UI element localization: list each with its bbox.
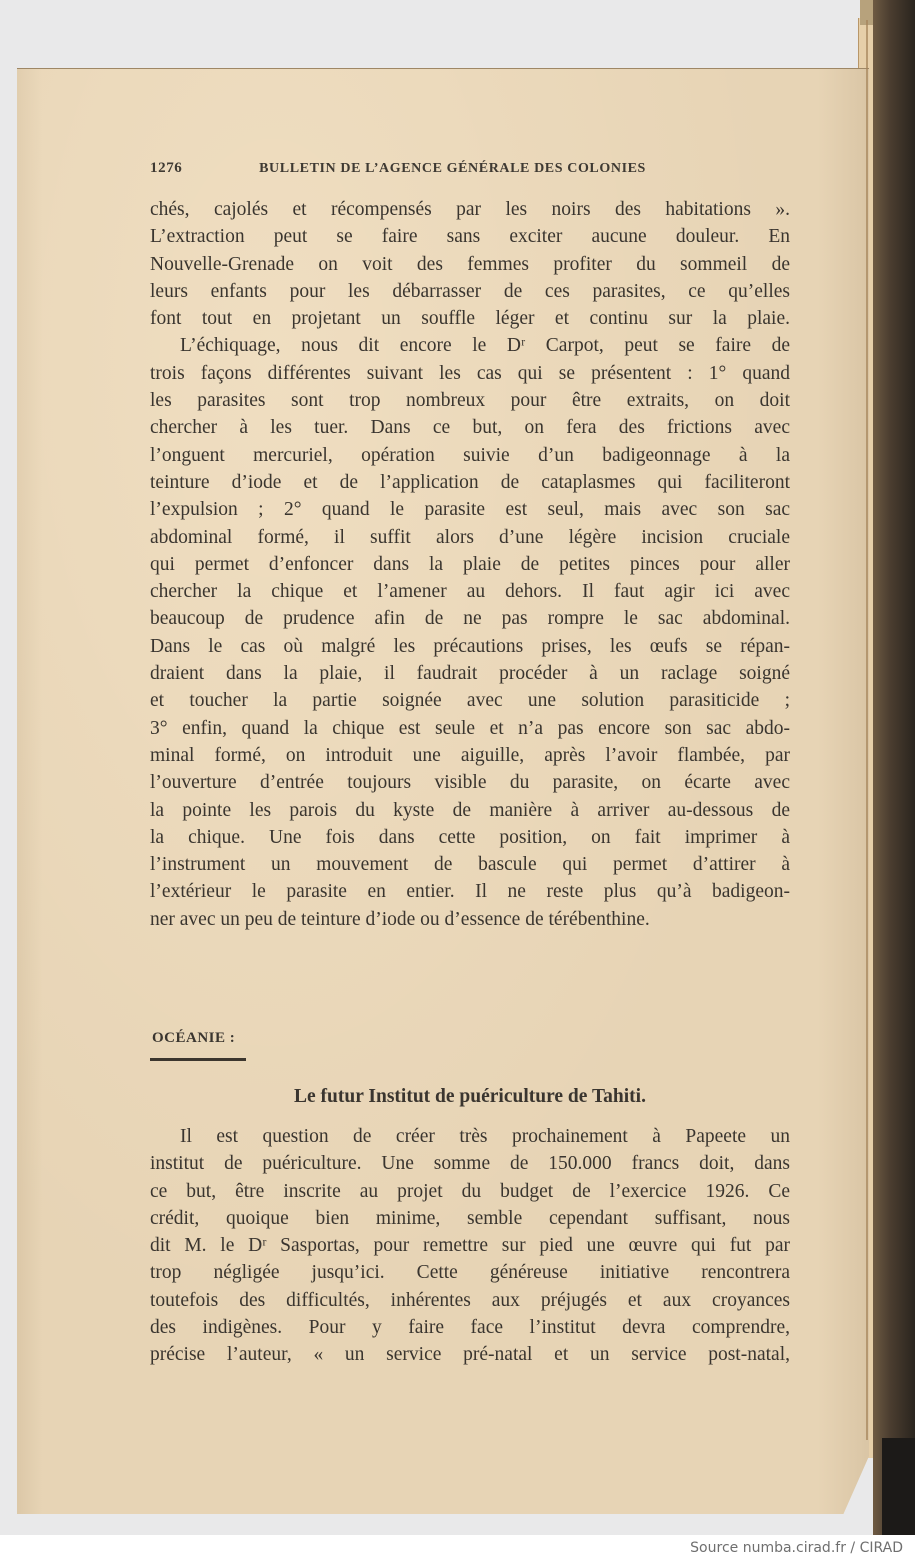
section-heading-oceanie: OCÉANIE :: [152, 1030, 236, 1046]
text-line: leurs enfants pour les débarrasser de ces parasites, ce qu’elles: [150, 280, 790, 302]
journal-title: BULLETIN DE L’AGENCE GÉNÉRALE DES COLONIES: [259, 161, 646, 176]
text-line: l’instrument un mouvement de bascule qui permet d’attirer à: [150, 854, 790, 876]
text-line: Il est question de créer très prochainement à Papeete un: [180, 1126, 790, 1147]
text-line: la chique. Une fois dans cette position, on fait imprimer à: [150, 826, 790, 848]
text-line: crédit, quoique bien minime, semble cependant suffisant, nous: [150, 1207, 790, 1229]
text-line: l’extérieur le parasite en entier. Il ne reste plus qu’à badigeon-: [150, 881, 790, 903]
text-line: trois façons différentes suivant les cas qui se présentent : 1° quand: [150, 362, 790, 384]
page-gutter: [866, 20, 868, 1440]
text-line: beaucoup de prudence afin de ne pas rompre le sac abdominal.: [150, 608, 790, 630]
text-line: teinture d’iode et de l’application de cataplasmes qui faciliteront: [150, 471, 790, 493]
text-line: trop négligée jusqu’ici. Cette généreuse initiative rencontrera: [150, 1262, 790, 1284]
text-line: abdominal formé, il suffit alors d’une légère incision cruciale: [150, 526, 790, 548]
text-line: L’extraction peut se faire sans exciter aucune douleur. En: [150, 226, 790, 248]
text-line: et toucher la partie soignée avec une solution parasiticide ;: [150, 690, 790, 712]
text-line: chés, cajolés et récompensés par les noirs des habitations ».: [150, 199, 790, 220]
text-line: font tout en projetant un souffle léger et continu sur la plaie.: [150, 308, 790, 330]
text-line: toutefois des difficultés, inhérentes aux préjugés et aux croyances: [150, 1289, 790, 1311]
text-line: les parasites sont trop nombreux pour être extraits, on doit: [150, 390, 790, 412]
text-line: ce but, être inscrite au projet du budget de l’exercice 1926. Ce: [150, 1180, 790, 1202]
book-binding-bottom: [882, 1438, 915, 1535]
text-line: qui permet d’enfoncer dans la plaie de petites pinces pour aller: [150, 553, 790, 575]
text-line: minal formé, on introduit une aiguille, après l’avoir flambée, par: [150, 744, 790, 766]
text-line: l’expulsion ; 2° quand le parasite est seul, mais avec son sac: [150, 499, 790, 521]
text-line: chercher à les tuer. Dans ce but, on fera des frictions avec: [150, 417, 790, 439]
article-text: [150, 1123, 790, 1369]
text-line: dit M. le Dʳ Sasportas, pour remettre sur pied une œuvre qui fut par: [150, 1235, 790, 1257]
text-line: institut de puériculture. Une somme de 150.000 francs doit, dans: [150, 1153, 790, 1175]
text-line: l’ouverture d’entrée toujours visible du parasite, on écarte avec: [150, 772, 790, 794]
book-binding: [873, 0, 915, 1535]
text-line: draient dans la plaie, il faudrait procéder à un raclage soigné: [150, 663, 790, 685]
running-head: [150, 160, 790, 177]
section-underline: [150, 1058, 246, 1061]
text-line: Dans le cas où malgré les précautions prises, les œufs se répan-: [150, 635, 790, 657]
page-number: 1276: [150, 160, 183, 176]
text-line: 3° enfin, quand la chique est seule et n’a pas encore son sac abdo-: [150, 717, 790, 739]
text-line: l’onguent mercuriel, opération suivie d’un badigeonnage à la: [150, 444, 790, 466]
text-line: Nouvelle-Grenade on voit des femmes profiter du sommeil de: [150, 253, 790, 275]
text-line: chercher la chique et l’amener au dehors. Il faut agir ici avec: [150, 581, 790, 603]
text-line: la pointe les parois du kyste de manière à arriver au-dessous de: [150, 799, 790, 821]
text-line: ner avec un peu de teinture d’iode ou d’essence de térébenthine.: [150, 908, 650, 930]
text-line: précise l’auteur, « un service pré-natal et un service post-natal,: [150, 1344, 790, 1366]
article-title: Le futur Institut de puériculture de Tahiti.: [294, 1086, 646, 1107]
text-line: des indigènes. Pour y faire face l’institut devra comprendre,: [150, 1317, 790, 1339]
text-line: L’échiquage, nous dit encore le Dʳ Carpot, peut se faire de: [180, 335, 790, 357]
section-text: [150, 196, 790, 933]
source-credit: Source numba.cirad.fr / CIRAD: [690, 1540, 903, 1556]
